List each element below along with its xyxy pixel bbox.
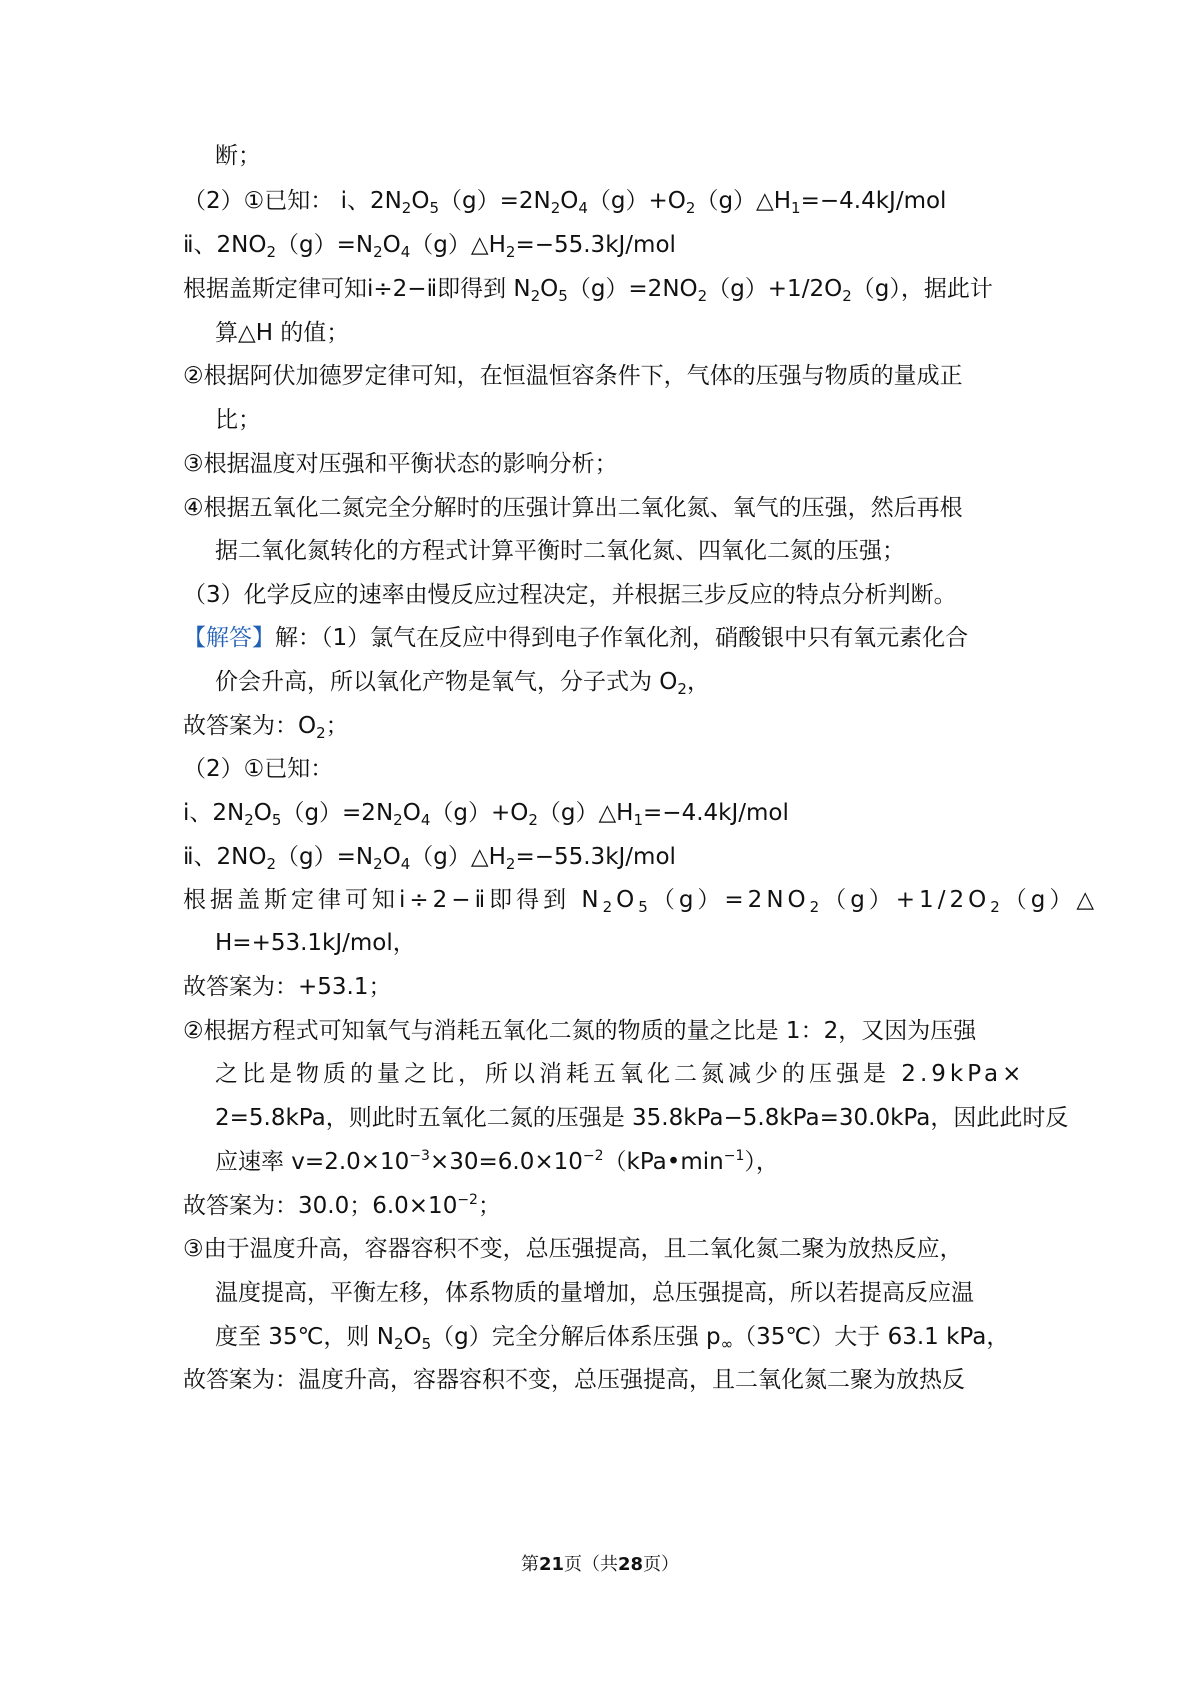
text-line: 价会升高，所以氧化产物是氧气，分子式为 $O_2$， (215, 669, 710, 698)
text-line: ⅱ、$2NO_2(g)=N_2O_4(g)\triangle H_2=-55.3kJ$/mol (183, 844, 676, 873)
text-line: ③根据温度对压强和平衡状态的影响分析； (183, 451, 618, 477)
text-line: 之比是物质的量之比，所以消耗五氧化二氮减少的压强是 2.9kPa× (215, 1061, 1026, 1087)
current-page-number: 21 (538, 1554, 564, 1575)
text-line: ⅱ、$2NO_2(g)=N_2O_4(g)\triangle H_2=-55.3kJ$/mol (183, 232, 676, 261)
text-line: 算△H 的值； (215, 320, 350, 346)
text-line: （2）①已知： ⅰ、$2N_2O_5(g)=2N_2O_4(g)+O_2(g)\triangle H_1=-4.4kJ$/mol (183, 188, 947, 217)
answer-label: 【解答】 (183, 625, 275, 651)
total-page-count: 28 (618, 1554, 644, 1575)
text-line: 比； (215, 407, 261, 433)
text-line: H=+53.1kJ/mol， (215, 930, 416, 956)
text-line: 应速率 $v=2.0\times 10^{-3}\times 30=6.0\times 10^{-2}(kPa•\min^{-1})$， (215, 1148, 779, 1175)
text-line: ④根据五氧化二氮完全分解时的压强计算出二氧化氮、氧气的压强，然后再根 (183, 495, 963, 521)
text-line: 2=5.8kPa，则此时五氧化二氮的压强是 35.8kPa−5.8kPa=30.0kPa，因此此时反 (215, 1105, 1069, 1131)
text-line: （3）化学反应的速率由慢反应过程决定，并根据三步反应的特点分析判断。 (183, 582, 957, 608)
text-line: 故答案为：30.0；$6.0\times 10^{-2}$； (183, 1192, 501, 1219)
text-line: ③由于温度升高，容器容积不变，总压强提高，且二氧化氮二聚为放热反应， (183, 1236, 963, 1262)
text-line: 根据盖斯定律可知ⅰ÷2−ⅱ即得到 $N_2O_5(g)=2NO_2(g)+1/2O_2(g)\triangle$ (183, 887, 1099, 916)
text-line: 【解答】解：（1）氯气在反应中得到电子作氧化剂，硝酸银中只有氧元素化合 (183, 625, 969, 651)
text-line: 故答案为：$O_2$； (183, 713, 349, 742)
text-line: （2）①已知： (183, 756, 334, 782)
text-line: 根据盖斯定律可知ⅰ÷2−ⅱ即得到 $N_2O_5(g)=2NO_2(g)+1/2O_2(g)$，据此计 (183, 276, 993, 305)
text-line: ⅰ、$2N_2O_5(g)=2N_2O_4(g)+O_2(g)\triangle H_1=-4.4kJ$/mol (183, 800, 789, 829)
text-line: 断； (215, 143, 261, 169)
page-footer: 第21页（共28页） (520, 1554, 680, 1575)
text-line: ②根据阿伏加德罗定律可知，在恒温恒容条件下，气体的压强与物质的量成正 (183, 363, 963, 389)
text-line: 度至 35℃，则 $N_2O_5(g)$完全分解后体系压强 $p_\infty(35℃)$大于 63.1 kPa， (215, 1324, 1010, 1353)
text-line: 故答案为：+53.1； (183, 974, 392, 1000)
text-line: 温度提高，平衡左移，体系物质的量增加，总压强提高，所以若提高反应温 (215, 1280, 974, 1306)
text-line: ②根据方程式可知氧气与消耗五氧化二氮的物质的量之比是 1：2，又因为压强 (183, 1018, 977, 1044)
text-line: 故答案为：温度升高，容器容积不变，总压强提高，且二氧化氮二聚为放热反 (183, 1367, 965, 1393)
text-line: 据二氧化氮转化的方程式计算平衡时二氧化氮、四氧化二氮的压强； (215, 538, 905, 564)
